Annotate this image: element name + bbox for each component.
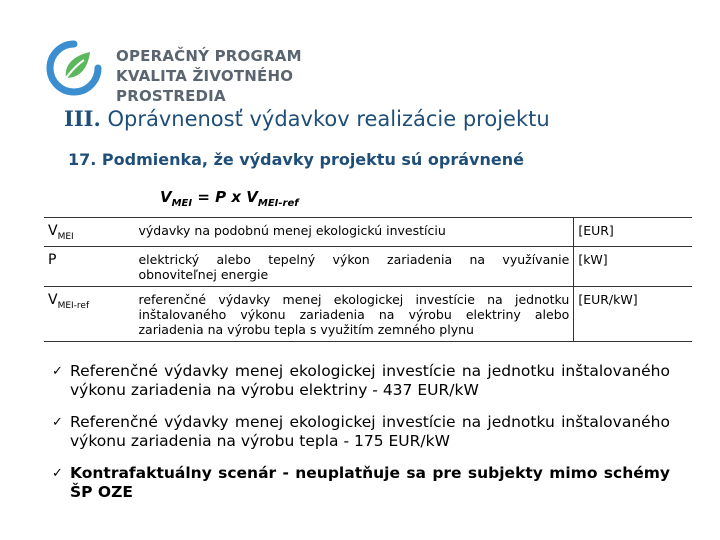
formula-lhs-sub: MEI [171,198,193,209]
list-item [50,464,670,502]
list-item [50,362,670,400]
formula-rhs-sub: MEI-ref [257,198,299,209]
program-logo [44,36,404,105]
page-title [64,106,550,131]
symbol-cell [44,286,134,341]
table-row [44,286,692,341]
formula [160,188,299,209]
logo-line-2: KVALITA ŽIVOTNÉHO PROSTREDIA [116,67,294,105]
symbol-sub: MEI [57,231,74,242]
symbol-cell [44,218,134,247]
symbol: P [48,251,57,268]
condition-subtitle: 17. Podmienka, že výdavky projektu sú oprávnené [68,150,524,169]
checkmark-icon: ✓ [52,415,63,430]
formula-mid: = P x V [192,188,258,206]
unit-cell: [kW] [574,246,692,286]
logo-line-1: OPERAČNÝ PROGRAM [116,47,302,65]
symbol: V [48,291,58,308]
checkmark-icon: ✓ [52,364,63,379]
description-cell: referenčné výdavky menej ekologickej investície na jednotku inštalovaného výkonu zariadenia na výrobu elektriny alebo zariadenia na výrobu tepla s využitím zemného plynu [134,286,573,341]
description-cell: výdavky na podobnú menej ekologickú investíciu [134,218,573,247]
unit-cell: [EUR] [574,218,692,247]
section-number: III. [64,106,101,131]
unit-cell: [EUR/kW] [574,286,692,341]
logo-emblem-icon [44,38,104,98]
symbol: V [48,223,58,239]
description-cell: elektrický alebo tepelný výkon zariadenia na využívanie obnoviteľnej energie [134,246,573,286]
table-row [44,218,692,247]
section-title: Oprávnenosť výdavkov realizácie projektu [107,107,550,131]
bullet-text: Referenčné výdavky menej ekologickej investície na jednotku inštalovaného výkonu zariadenia na výrobu tepla - 175 EUR/kW [70,413,670,450]
formula-lhs: V [160,188,172,206]
symbol-sub: MEI-ref [57,300,90,311]
bullet-list [50,362,670,515]
bullet-text: Kontrafaktuálny scenár - neuplatňuje sa pre subjekty mimo schémy ŠP OZE [70,464,670,501]
parameter-table [44,217,692,342]
list-item [50,413,670,451]
symbol-cell [44,246,134,286]
table-row [44,246,692,286]
checkmark-icon: ✓ [52,466,63,481]
bullet-text: Referenčné výdavky menej ekologickej investície na jednotku inštalovaného výkonu zariadenia na výrobu elektriny - 437 EUR/kW [70,362,670,399]
